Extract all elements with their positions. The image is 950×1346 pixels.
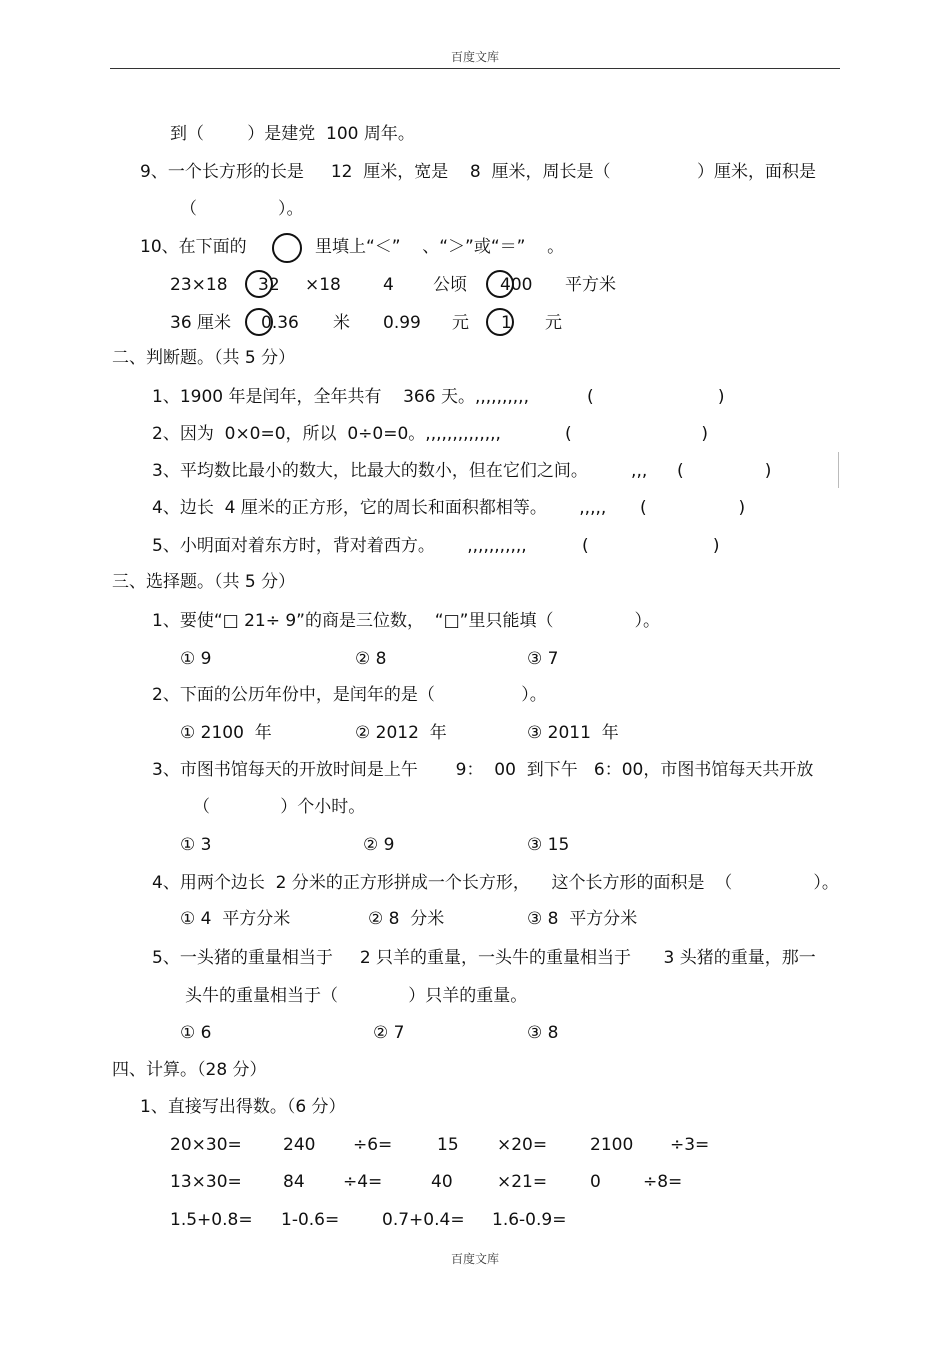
compare-r1-d: 4 (383, 275, 394, 295)
choice-2-stem: 2、下面的公历年份中，是闰年的是（ ）。 (152, 685, 547, 705)
question-10-suffix: 里填上“＜” 、“＞”或“＝” 。 (315, 237, 565, 257)
judge-blank-3: ( ) (677, 461, 772, 481)
choice-5-opt-2: ② 7 (373, 1023, 405, 1043)
calc-r1-5: ×20= (497, 1135, 548, 1155)
page-header: 百度文库 (450, 50, 499, 64)
compare-r1-c: ×18 (305, 275, 341, 295)
compare-r2-e: 元 (452, 313, 469, 333)
judge-blank-5: ( ) (582, 536, 720, 556)
compare-r1-f: 400 (500, 275, 533, 295)
calc-subtitle: 1、直接写出得数。（6 分） (140, 1097, 346, 1117)
choice-4-opt-1: ① 4 平方分米 (180, 909, 291, 929)
calc-r2-2: 84 (283, 1172, 305, 1192)
compare-r1-e: 公顷 (433, 275, 467, 295)
choice-1-stem: 1、要使“□ 21÷ 9”的商是三位数， “□”里只能填（ ）。 (152, 611, 661, 631)
section-2-title: 二、判断题。（共 5 分） (112, 348, 296, 368)
judge-blank-2: ( ) (565, 424, 708, 444)
choice-2-opt-3: ③ 2011 年 (527, 723, 619, 743)
judge-item-2: 2、因为 0×0=0，所以 0÷0=0。,,,,,,,,,,,,,, (152, 424, 501, 444)
judge-item-4: 4、边长 4 厘米的正方形，它的周长和面积都相等。 ,,,,, (152, 498, 607, 518)
compare-r1-a: 23×18 (170, 275, 228, 295)
calc-r1-7: ÷3= (670, 1135, 710, 1155)
calc-r2-1: 13×30= (170, 1172, 242, 1192)
compare-r2-b: 0.36 (261, 313, 299, 333)
calc-r3-3: 0.7+0.4= (382, 1210, 465, 1230)
choice-1-opt-1: ① 9 (180, 649, 212, 669)
compare-r1-b: 32 (258, 275, 280, 295)
compare-r2-d: 0.99 (383, 313, 421, 333)
judge-item-3: 3、平均数比最小的数大，比最大的数小，但在它们之间。 ,,, (152, 461, 648, 481)
choice-3-opt-3: ③ 15 (527, 835, 570, 855)
circle-icon (272, 233, 302, 263)
choice-5-opt-1: ① 6 (180, 1023, 212, 1043)
choice-3-opt-1: ① 3 (180, 835, 212, 855)
calc-r3-4: 1.6-0.9= (492, 1210, 567, 1230)
judge-item-1: 1、1900 年是闰年，全年共有 366 天。,,,,,,,,,, (152, 387, 529, 407)
compare-r2-a: 36 厘米 (170, 313, 232, 333)
section-4-title: 四、计算。（28 分） (112, 1060, 267, 1080)
calc-r3-1: 1.5+0.8= (170, 1210, 253, 1230)
choice-2-opt-2: ② 2012 年 (355, 723, 447, 743)
choice-4-stem: 4、用两个边长 2 分米的正方形拼成一个长方形， 这个长方形的面积是 （ ）。 (152, 873, 839, 893)
calc-r1-3: ÷6= (353, 1135, 393, 1155)
calc-r2-6: 0 (590, 1172, 601, 1192)
calc-r3-2: 1-0.6= (281, 1210, 340, 1230)
calc-r2-4: 40 (431, 1172, 453, 1192)
page-footer: 百度文库 (450, 1252, 499, 1266)
choice-3-opt-2: ② 9 (363, 835, 395, 855)
choice-5-stem-1: 5、一头猪的重量相当于 2 只羊的重量，一头牛的重量相当于 3 头猪的重量，那一 (152, 948, 816, 968)
compare-r2-c: 米 (333, 313, 350, 333)
question-9-line2: （ ）。 (180, 199, 304, 219)
choice-1-opt-3: ③ 7 (527, 649, 559, 669)
judge-blank-4: ( ) (640, 498, 746, 518)
judge-blank-1: ( ) (587, 387, 725, 407)
choice-2-opt-1: ① 2100 年 (180, 723, 272, 743)
compare-r2-f: 1 (501, 313, 512, 333)
choice-4-opt-3: ③ 8 平方分米 (527, 909, 638, 929)
choice-5-opt-3: ③ 8 (527, 1023, 559, 1043)
choice-1-opt-2: ② 8 (355, 649, 387, 669)
calc-r2-3: ÷4= (343, 1172, 383, 1192)
calc-r1-4: 15 (437, 1135, 459, 1155)
judge-item-5: 5、小明面对着东方时，背对着西方。 ,,,,,,,,,,, (152, 536, 527, 556)
question-continuation: 到（ ）是建党 100 周年。 (170, 124, 415, 144)
question-9-line1: 9、一个长方形的长是 12 厘米，宽是 8 厘米，周长是（ ）厘米，面积是 (140, 162, 816, 182)
question-10-prefix: 10、在下面的 (140, 237, 247, 257)
margin-mark (838, 452, 839, 488)
section-3-title: 三、选择题。（共 5 分） (112, 572, 296, 592)
compare-r1-g: 平方米 (565, 275, 616, 295)
header-rule (110, 68, 840, 69)
choice-3-stem-2: （ ）个小时。 (193, 797, 366, 817)
calc-r1-6: 2100 (590, 1135, 634, 1155)
calc-r1-2: 240 (283, 1135, 316, 1155)
choice-3-stem-1: 3、市图书馆每天的开放时间是上午 9： 00 到下午 6：00，市图书馆每天共开放 (152, 760, 814, 780)
compare-r2-g: 元 (545, 313, 562, 333)
calc-r2-5: ×21= (497, 1172, 548, 1192)
calc-r2-7: ÷8= (643, 1172, 683, 1192)
choice-5-stem-2: 头牛的重量相当于（ ）只羊的重量。 (185, 986, 528, 1006)
calc-r1-1: 20×30= (170, 1135, 242, 1155)
choice-4-opt-2: ② 8 分米 (368, 909, 445, 929)
